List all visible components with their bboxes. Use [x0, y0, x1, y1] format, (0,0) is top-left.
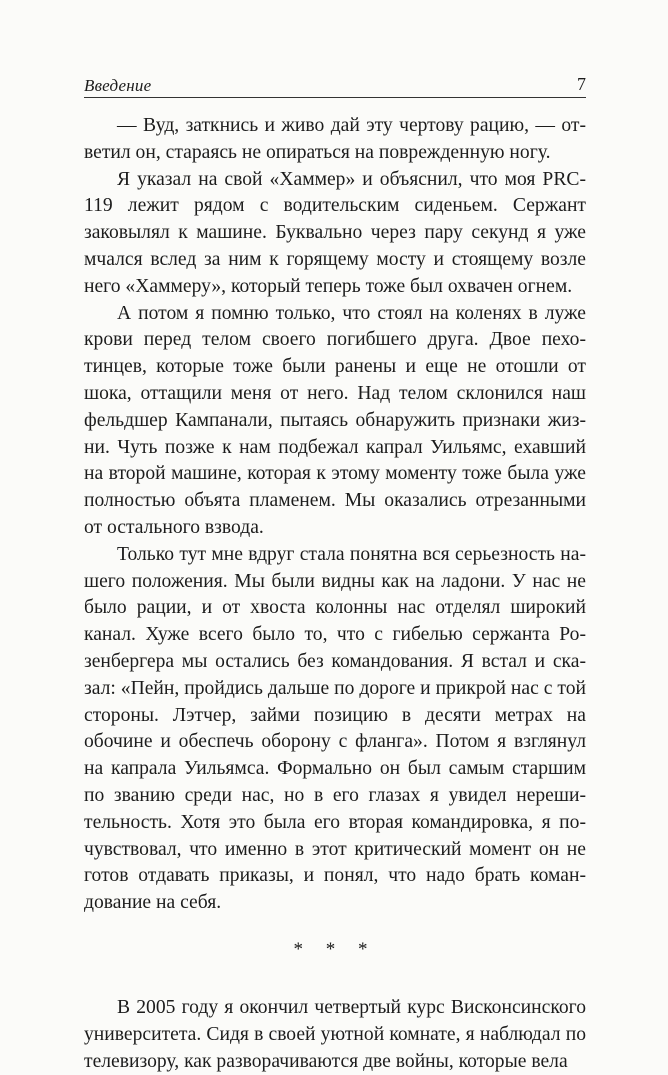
running-header [84, 72, 586, 98]
paragraph: В 2005 году я окончил четвертый курс Висконсинского университета. Сидя в своей уютной комнате, я наблюдал по телевизору, как разворачиваются две войны, которые вела [84, 996, 586, 1072]
text-body [84, 113, 586, 1075]
chapter-title: Введение [84, 76, 152, 95]
paragraph: А потом я помню только, что стоял на коленях в луже крови перед телом своего погибшего друга. Двое пехотинцев, которые тоже были ранены и еще не отошли от шока, оттащили меня от него. Над телом склонился наш фельдшер Кампанали, пытаясь обнаружить признаки жизни. Чуть позже к нам подбежал капрал Уильямс, ехавший на второй машине, которая к этому моменту тоже была уже полностью объята пламенем. Мы оказались отрезанными от остального взвода. [84, 302, 586, 538]
paragraph: Я указал на свой «Хаммер» и объяснил, что моя PRC-119 лежит рядом с водительским сиденьем. Сержант заковылял к машине. Буквально через пару секунд я уже мчался вслед за ним к горящему мосту и стоящему возле него «Хаммеру», который теперь тоже был охвачен огнем. [84, 168, 586, 297]
paragraph: Только тут мне вдруг стала понятна вся серьезность нашего положения. Мы были видны как на ладони. У нас не было рации, и от хвоста колонны нас отделял широкий канал. Хуже всего было то, что с гибелью сержанта Розенбергера мы остались без командования. Я встал и сказал: «Пейн, пройдись дальше по дороге и прикрой нас с той стороны. Лэтчер, займи позицию в десяти метрах на обочине и обеспечь оборону с фланга». Потом я взглянул на капрала Уильямса. Формально он был самым старшим по званию среди нас, но в его глазах я увидел нерешительность. Хотя это была его вторая командировка, я почувствовал, что именно в этот критический момент он не готов отдавать приказы, и понял, что надо брать командование на себя. [84, 543, 586, 914]
paragraph: — Вуд, заткнись и живо дай эту чертову рацию, — ответил он, стараясь не опираться на поврежденную ногу. [84, 115, 586, 163]
page-number: 7 [577, 74, 586, 94]
section-separator: * * * [293, 938, 377, 960]
header-rule [84, 97, 586, 98]
